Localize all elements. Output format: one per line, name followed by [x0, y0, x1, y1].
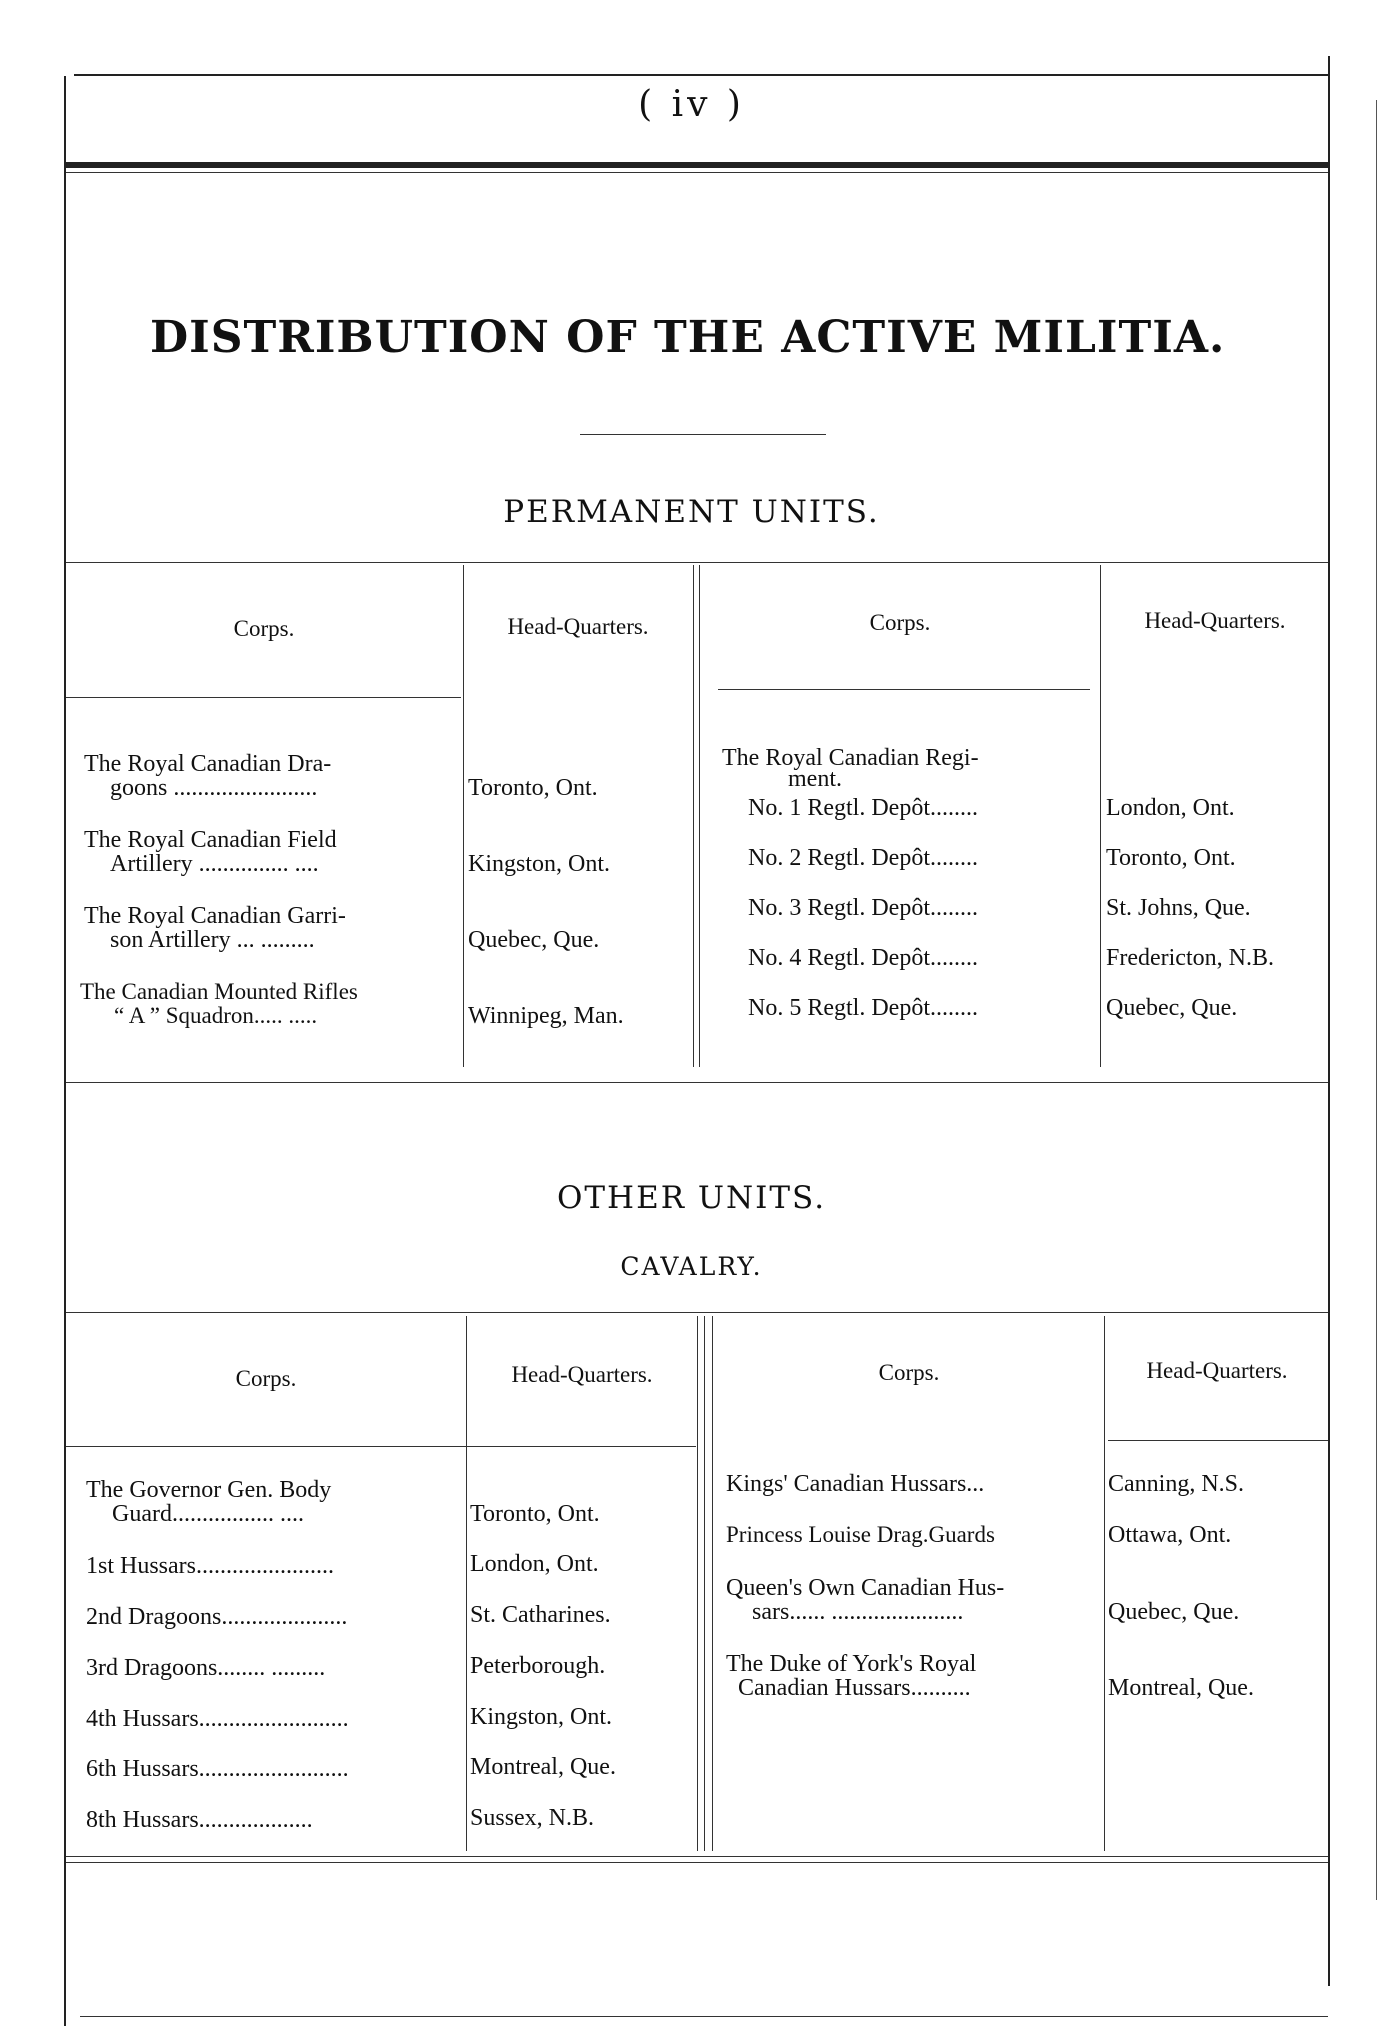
header-hq-right: Head-Quarters.	[1144, 608, 1286, 633]
table-divider-2a	[693, 565, 694, 1067]
header-hq-left: Head-Quarters.	[507, 614, 649, 639]
table-header-rule-right	[718, 689, 1090, 690]
hq-cell: Toronto, Ont.	[468, 775, 598, 801]
hq-cell: London, Ont.	[1106, 795, 1235, 821]
hq-cell: St. Catharines.	[470, 1602, 611, 1628]
corps-cell: No. 1 Regtl. Depôt........	[748, 795, 978, 821]
header-corps-right: Corps.	[878, 1360, 940, 1385]
frame-right-rule	[1328, 56, 1330, 1986]
section-heading-permanent: PERMANENT UNITS.	[503, 494, 880, 530]
hq-cell: Montreal, Que.	[1108, 1675, 1254, 1701]
hq-cell: Canning, N.S.	[1108, 1471, 1245, 1497]
table-divider-2a	[697, 1316, 698, 1851]
top-rule	[74, 74, 1330, 76]
hq-cell: Sussex, N.B.	[470, 1805, 595, 1831]
corps-cell: 3rd Dragoons........ .........	[86, 1655, 326, 1681]
corps-cell: No. 4 Regtl. Depôt........	[748, 945, 978, 971]
header-hq-left: Head-Quarters.	[511, 1362, 653, 1387]
corps-cell: Kings' Canadian Hussars...	[726, 1471, 985, 1497]
table-header-rule-right	[1108, 1440, 1328, 1441]
corps-cell: Queen's Own Canadian Hus- sars...... ......................	[726, 1575, 1005, 1625]
table-divider-3	[1100, 565, 1101, 1067]
corps-cell: 4th Hussars.........................	[86, 1706, 349, 1732]
corps-cell: 6th Hussars.........................	[86, 1756, 349, 1782]
corps-cell: The Canadian Mounted Rifles “ A ” Squadron..... .....	[80, 979, 358, 1028]
table-bottom-rule	[66, 1082, 1328, 1083]
hq-cell: Kingston, Ont.	[470, 1704, 613, 1730]
corps-cell: No. 3 Regtl. Depôt........	[748, 895, 978, 921]
corps-cell: The Governor Gen. Body Guard................. ....	[86, 1477, 332, 1527]
hq-cell: London, Ont.	[470, 1551, 599, 1577]
table-divider-1	[466, 1316, 467, 1851]
hq-cell: Fredericton, N.B.	[1106, 945, 1274, 971]
frame-left-rule	[64, 76, 66, 2026]
table-divider-2b	[699, 565, 700, 1067]
corps-cell: No. 2 Regtl. Depôt........	[748, 845, 978, 871]
hq-cell: Ottawa, Ont.	[1108, 1522, 1232, 1548]
frame-outer-right-rule	[1376, 100, 1377, 1900]
corps-cell: 2nd Dragoons.....................	[86, 1604, 348, 1630]
hq-cell: Toronto, Ont.	[470, 1501, 600, 1527]
page-title: DISTRIBUTION OF THE ACTIVE MILITIA.	[150, 312, 1226, 363]
subheading-cavalry: CAVALRY.	[620, 1252, 763, 1281]
table-divider-2c	[712, 1316, 713, 1851]
header-corps-left: Corps.	[233, 616, 295, 641]
header-hq-right: Head-Quarters.	[1146, 1358, 1288, 1383]
corps-cell: The Royal Canadian Field Artillery ............... ....	[84, 827, 337, 877]
table-bottom-rule-2	[66, 1862, 1328, 1863]
corps-cell: 1st Hussars.......................	[86, 1553, 335, 1579]
hq-cell: Quebec, Que.	[468, 927, 600, 953]
corps-cell: No. 5 Regtl. Depôt........	[748, 995, 978, 1021]
hq-cell: Kingston, Ont.	[468, 851, 611, 877]
hq-cell: St. Johns, Que.	[1106, 895, 1251, 921]
table-top-rule	[66, 562, 1328, 563]
corps-cell: The Royal Canadian Dra- goons ........................	[84, 751, 332, 801]
table-bottom-rule	[66, 1856, 1328, 1857]
table-divider-1	[463, 565, 464, 1067]
table-top-rule	[66, 1312, 1328, 1313]
table-header-rule-left	[66, 1446, 696, 1447]
hq-cell: Toronto, Ont.	[1106, 845, 1236, 871]
hq-cell: Quebec, Que.	[1108, 1599, 1240, 1625]
hq-cell: Winnipeg, Man.	[468, 1003, 624, 1029]
section-heading-other: OTHER UNITS.	[556, 1180, 827, 1216]
corps-cell: The Duke of York's Royal Canadian Hussars..........	[726, 1651, 977, 1701]
table-divider-2b	[704, 1316, 705, 1851]
hq-cell: Montreal, Que.	[470, 1754, 616, 1780]
table-header-rule-left	[66, 697, 461, 698]
header-thick-rule	[66, 162, 1328, 168]
table-divider-3	[1104, 1316, 1105, 1851]
page-number: ( iv )	[638, 84, 745, 125]
header-thin-rule	[66, 172, 1328, 173]
header-corps-left: Corps.	[235, 1366, 297, 1391]
hq-cell: Quebec, Que.	[1106, 995, 1238, 1021]
corps-cell: Princess Louise Drag.Guards	[726, 1522, 995, 1547]
hq-cell: Peterborough.	[470, 1653, 606, 1679]
corps-group-cell: The Royal Canadian Regi- ment.	[722, 745, 979, 792]
corps-cell: The Royal Canadian Garri- son Artillery ... .........	[84, 903, 346, 953]
header-corps-right: Corps.	[869, 610, 931, 635]
page-bottom-rule	[80, 2016, 1328, 2017]
corps-cell: 8th Hussars...................	[86, 1807, 313, 1833]
title-short-rule	[580, 434, 826, 435]
